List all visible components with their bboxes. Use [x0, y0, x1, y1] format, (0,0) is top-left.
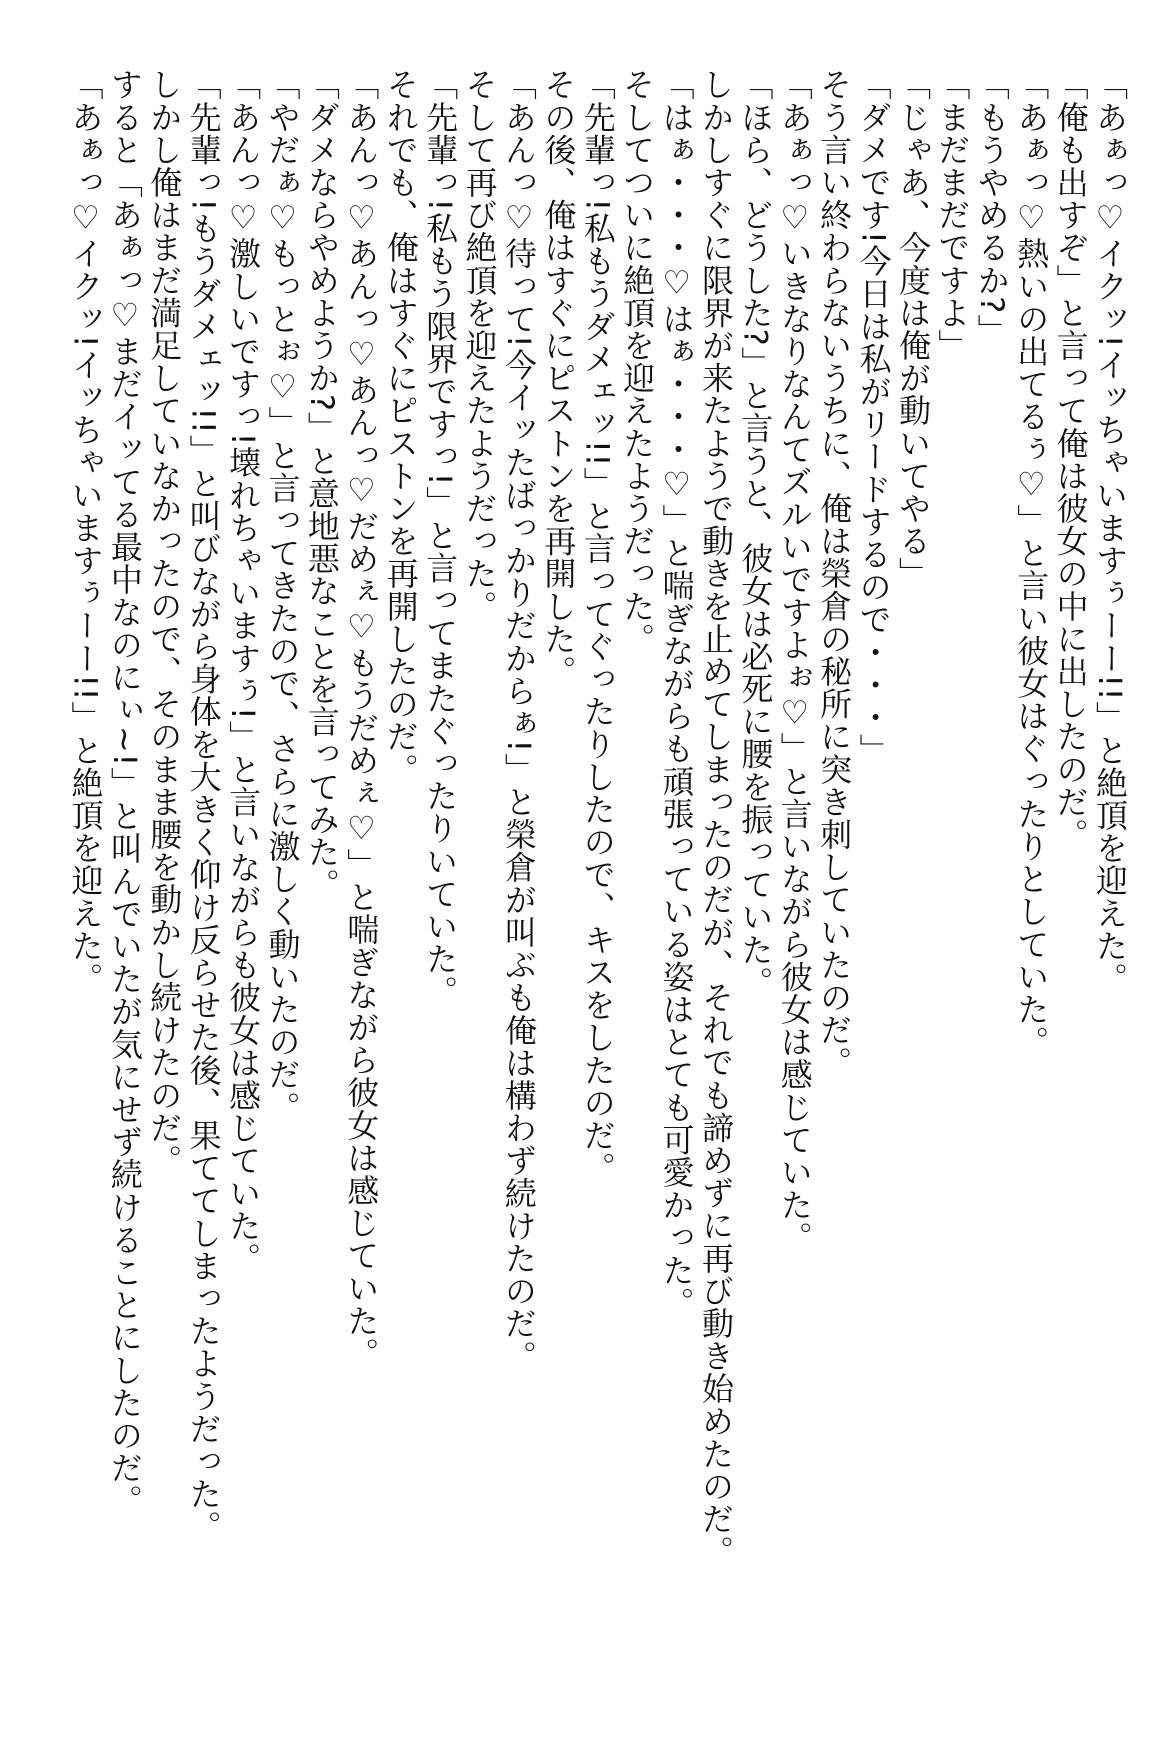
- text-line: 「あぁっ♡熱いの出てるぅ♡」と言い彼女はぐったりとしていた。: [1012, 68, 1051, 1058]
- text-line: 「あぁっ♡いきなりなんてズルいですよぉ♡」と言いながら彼女は感じていた。: [775, 68, 814, 1254]
- text-line: 「まだまだですよ」: [933, 68, 972, 362]
- text-line: 「あぁっ♡イクッ!イッちゃいますぅーー!!」と絶頂を迎えた。: [1091, 68, 1129, 995]
- text-line: すると「あぁっ♡まだイッてる最中なのにぃ~!」と叫んでいたが気にせず続けることにしたのだ。: [105, 68, 144, 1517]
- text-line: 「先輩っ!私もう限界ですっ!」と言ってまたぐったりいていた。: [421, 68, 460, 1008]
- text-line: 「あんっ♡あんっ♡あんっ♡だめぇ♡もうだめぇ♡」と喘ぎながら彼女は感じていた。: [342, 68, 381, 1370]
- text-line: 「ほら、どうした?」と言うと、彼女は必死に腰を振っていた。: [736, 68, 775, 999]
- text-line: そう言い終わらないうちに、俺は榮倉の秘所に突き刺していたのだ。: [815, 68, 854, 1079]
- text-line: 「先輩っ!もうダメェッ!!」と叫びながら身体を大きく仰け反らせた後、果ててしまったようだった。: [184, 68, 223, 1543]
- text-line: そしてついに絶頂を迎えたようだった。: [618, 68, 657, 655]
- text-line: 「やだぁ♡もっとぉ♡」と言ってきたので、さらに激しく動いたのだ。: [263, 68, 302, 1124]
- text-line: しかしすぐに限界が来たようで動きを止めてしまったのだが、それでも諦めずに再び動き始めたのだ。: [696, 68, 735, 1568]
- text-line: 「じゃあ、今度は俺が動いてやる」: [893, 68, 932, 590]
- text-line: 「あぁっ♡イクッ!イッちゃいますぅーー!!」と絶頂を迎えた。: [66, 68, 105, 995]
- text-line: 「先輩っ!私もうダメェッ!!」と言ってぐったりしたので、キスをしたのだ。: [578, 68, 617, 1185]
- text-line: 「あんっ♡激しいですっ!壊れちゃいますぅ!」と言いながらも彼女は感じていた。: [224, 68, 263, 1275]
- vertical-text-page: [65, 68, 1129, 1688]
- text-line: それでも、俺はすぐにピストンを再開したのだ。: [381, 68, 420, 786]
- text-line: その後、俺はすぐにピストンを再開した。: [539, 68, 578, 688]
- text-line: 「もうやめるか?」: [972, 68, 1011, 347]
- text-line: 「俺も出すぞ」と言って俺は彼女の中に出したのだ。: [1051, 68, 1090, 851]
- text-line: 「あんっ♡待って!今イッたばっかりだからぁ!」と榮倉が叫ぶも俺は構わず続けたのだ。: [499, 68, 538, 1373]
- text-line: 「はぁ・・・♡はぁ・・・♡」と喘ぎながらも頑張っている姿はとても可愛かった。: [657, 68, 696, 1319]
- text-line: しかし俺はまだ満足していなかったので、そのまま腰を動かし続けたのだ。: [145, 68, 184, 1177]
- text-line: 「ダメです!今日は私がリードするので・・・」: [854, 68, 893, 767]
- text-line: そして再び絶頂を迎えたようだった。: [460, 68, 499, 623]
- text-line: 「ダメならやめようか?」と意地悪なことを言ってみた。: [302, 68, 341, 901]
